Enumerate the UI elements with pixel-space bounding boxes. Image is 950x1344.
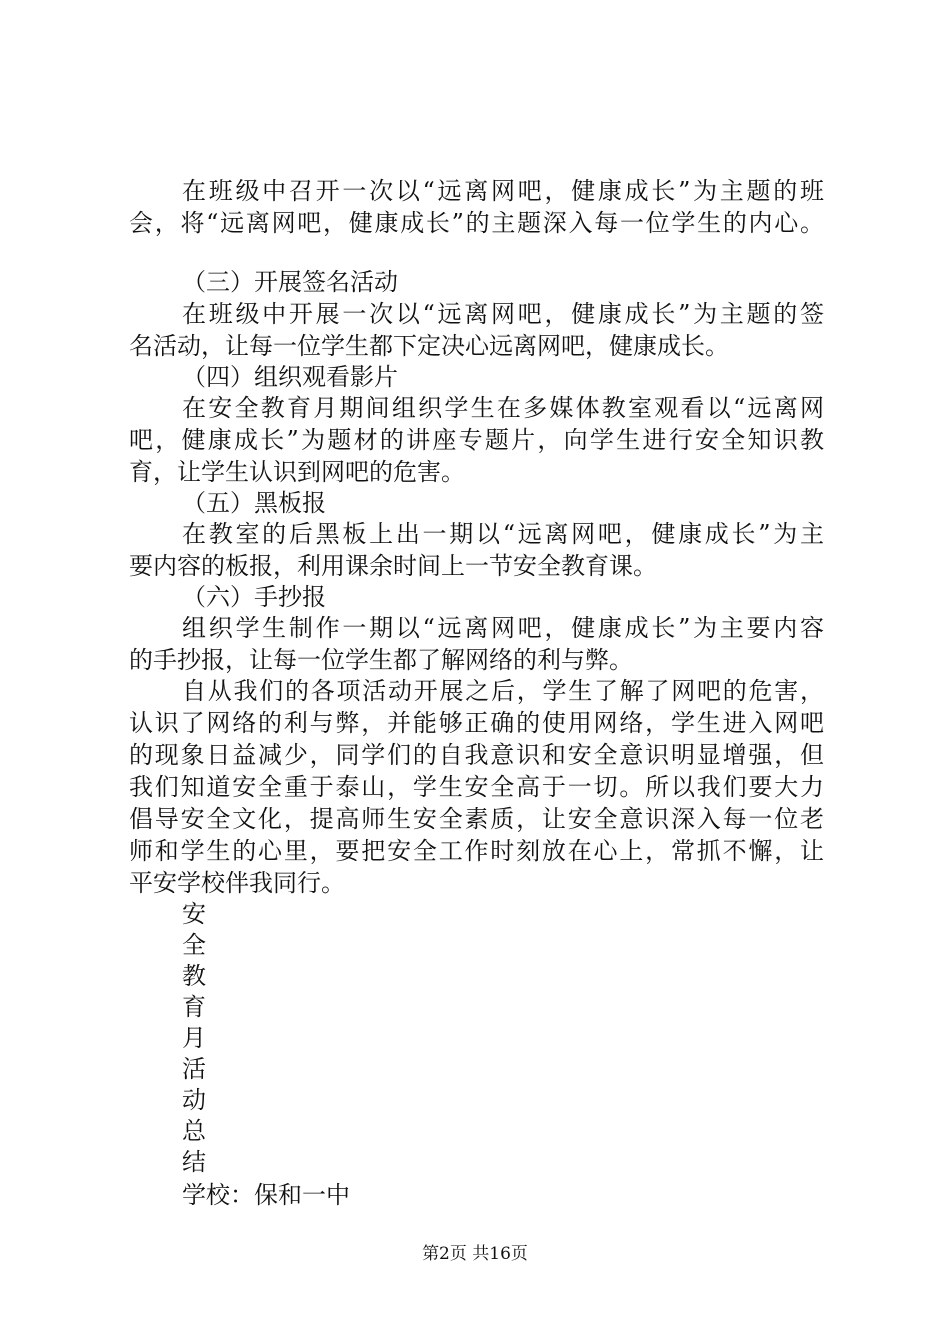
paragraph-line: 会，将“远离网吧，健康成长”的主题深入每一位学生的内心。	[129, 209, 824, 237]
vertical-title-char: 活	[182, 1055, 206, 1083]
paragraph-line: 的手抄报，让每一位学生都了解网络的利与弊。	[129, 646, 633, 674]
section-heading-4: （四）组织观看影片	[182, 363, 398, 391]
vertical-title-char: 动	[182, 1086, 206, 1114]
paragraph-line: 育，让学生认识到网吧的危害。	[129, 458, 465, 486]
vertical-title-char: 教	[182, 962, 206, 990]
summary-line: 平安学校伴我同行。	[129, 869, 345, 897]
paragraph-line: 吧，健康成长”为题材的讲座专题片，向学生进行安全知识教	[129, 426, 824, 454]
vertical-title-char: 结	[182, 1148, 206, 1176]
summary-line: 倡导安全文化，提高师生安全素质，让安全意识深入每一位老	[129, 805, 824, 833]
page-footer: 第2页 共16页	[422, 1244, 528, 1264]
section-heading-3: （三）开展签名活动	[182, 268, 398, 296]
paragraph-line: 在教室的后黑板上出一期以“远离网吧，健康成长”为主	[182, 520, 824, 548]
summary-line: 师和学生的心里，要把安全工作时刻放在心上，常抓不懈，让	[129, 837, 824, 865]
summary-line: 自从我们的各项活动开展之后，学生了解了网吧的危害，	[182, 677, 824, 705]
paragraph-line: 在班级中开展一次以“远离网吧，健康成长”为主题的签	[182, 300, 824, 328]
vertical-title-char: 全	[182, 931, 206, 959]
section-heading-6: （六）手抄报	[182, 583, 326, 611]
summary-line: 的现象日益减少，同学们的自我意识和安全意识明显增强，但	[129, 741, 824, 769]
paragraph-line: 组织学生制作一期以“远离网吧，健康成长”为主要内容	[182, 614, 824, 642]
paragraph-line: 要内容的板报，利用课余时间上一节安全教育课。	[129, 552, 657, 580]
paragraph-line: 名活动，让每一位学生都下定决心远离网吧，健康成长。	[129, 332, 729, 360]
section-heading-5: （五）黑板报	[182, 489, 326, 517]
vertical-title-char: 安	[182, 900, 206, 928]
vertical-title-char: 育	[182, 993, 206, 1021]
paragraph-line: 在班级中召开一次以“远离网吧，健康成长”为主题的班	[182, 177, 824, 205]
summary-line: 我们知道安全重于泰山，学生安全高于一切。所以我们要大力	[129, 773, 824, 801]
paragraph-line: 在安全教育月期间组织学生在多媒体教室观看以“远离网	[182, 394, 824, 422]
summary-line: 认识了网络的利与弊，并能够正确的使用网络，学生进入网吧	[129, 709, 824, 737]
vertical-title-char: 总	[182, 1117, 206, 1145]
school-line: 学校：保和一中	[182, 1181, 350, 1209]
vertical-title-char: 月	[182, 1024, 206, 1052]
